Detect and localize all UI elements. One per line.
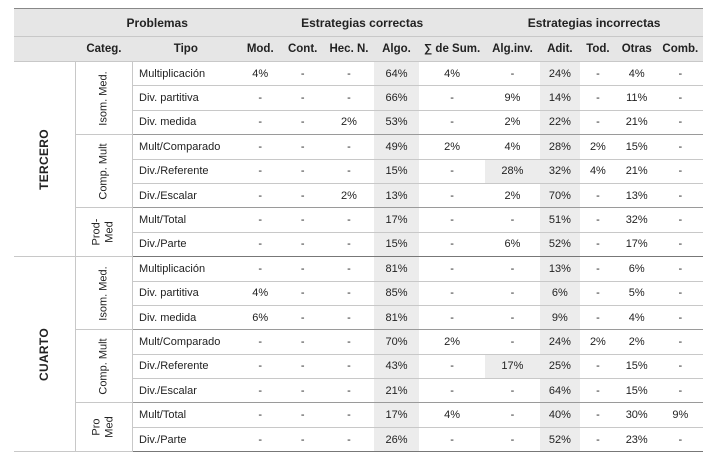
value-cell-mod: - (239, 379, 281, 403)
value-cell-sum: - (419, 208, 485, 232)
tipo-cell: Div./Parte (133, 232, 240, 256)
value-cell-tod: 4% (580, 159, 616, 183)
value-cell-adit: 52% (540, 427, 580, 451)
value-cell-cont: - (281, 354, 324, 378)
results-table (14, 8, 703, 452)
value-cell-comb: - (658, 232, 703, 256)
value-cell-algo: 15% (374, 232, 419, 256)
col-header-algo: Algo. (374, 37, 419, 62)
value-cell-alg-inv: 2% (485, 110, 540, 134)
value-cell-hec-n: - (324, 281, 374, 305)
value-cell-comb: - (658, 208, 703, 232)
value-cell-sum: - (419, 183, 485, 207)
value-cell-comb: - (658, 427, 703, 451)
value-cell-adit: 14% (540, 86, 580, 110)
tipo-cell: Div./Referente (133, 354, 240, 378)
value-cell-tod: - (580, 86, 616, 110)
value-cell-alg-inv: - (485, 403, 540, 427)
value-cell-tod: 2% (580, 135, 616, 159)
value-cell-otras: 13% (616, 183, 658, 207)
table-row (14, 62, 703, 86)
col-header-sum: ∑ de Sum. (419, 37, 485, 62)
value-cell-hec-n: - (324, 427, 374, 451)
value-cell-sum: 2% (419, 330, 485, 354)
value-cell-algo: 15% (374, 159, 419, 183)
value-cell-mod: - (239, 232, 281, 256)
value-cell-otras: 2% (616, 330, 658, 354)
value-cell-otras: 23% (616, 427, 658, 451)
value-cell-algo: 81% (374, 257, 419, 281)
value-cell-alg-inv: - (485, 62, 540, 86)
value-cell-hec-n: - (324, 135, 374, 159)
value-cell-tod: - (580, 305, 616, 329)
value-cell-algo: 43% (374, 354, 419, 378)
category-cell (75, 208, 132, 257)
tipo-cell: Div./Escalar (133, 183, 240, 207)
tipo-cell: Mult/Comparado (133, 135, 240, 159)
value-cell-adit: 52% (540, 232, 580, 256)
value-cell-otras: 4% (616, 305, 658, 329)
value-cell-mod: - (239, 403, 281, 427)
category-label-line: Comp. Mult (97, 338, 110, 395)
value-cell-adit: 6% (540, 281, 580, 305)
value-cell-comb: - (658, 135, 703, 159)
value-cell-algo: 81% (374, 305, 419, 329)
value-cell-mod: - (239, 135, 281, 159)
category-cell (75, 62, 132, 135)
value-cell-sum: - (419, 354, 485, 378)
table-body (14, 62, 703, 452)
value-cell-comb: - (658, 281, 703, 305)
value-cell-hec-n: - (324, 354, 374, 378)
value-cell-mod: - (239, 330, 281, 354)
value-cell-algo: 53% (374, 110, 419, 134)
value-cell-hec-n: - (324, 208, 374, 232)
value-cell-sum: 2% (419, 135, 485, 159)
value-cell-algo: 13% (374, 183, 419, 207)
value-cell-cont: - (281, 135, 324, 159)
value-cell-tod: - (580, 208, 616, 232)
category-label (91, 219, 117, 246)
value-cell-cont: - (281, 208, 324, 232)
col-header-tod: Tod. (580, 37, 616, 62)
value-cell-algo: 70% (374, 330, 419, 354)
value-cell-tod: - (580, 281, 616, 305)
value-cell-otras: 30% (616, 403, 658, 427)
value-cell-adit: 64% (540, 379, 580, 403)
table-row (14, 257, 703, 281)
category-label-line: Isom. Med. (97, 70, 110, 126)
value-cell-comb: - (658, 62, 703, 86)
value-cell-sum: 4% (419, 403, 485, 427)
value-cell-hec-n: - (324, 330, 374, 354)
value-cell-algo: 49% (374, 135, 419, 159)
value-cell-sum: 4% (419, 62, 485, 86)
value-cell-comb: - (658, 183, 703, 207)
value-cell-tod: - (580, 427, 616, 451)
value-cell-algo: 17% (374, 403, 419, 427)
value-cell-cont: - (281, 232, 324, 256)
value-cell-sum: - (419, 257, 485, 281)
value-cell-mod: - (239, 427, 281, 451)
col-header-alg-inv: Alg.inv. (485, 37, 540, 62)
value-cell-sum: - (419, 232, 485, 256)
category-label-line: Comp. Mult (97, 143, 110, 200)
table-row (14, 135, 703, 159)
col-header-mod: Mod. (239, 37, 281, 62)
value-cell-mod: 6% (239, 305, 281, 329)
tipo-cell: Div./Referente (133, 159, 240, 183)
value-cell-cont: - (281, 62, 324, 86)
value-cell-alg-inv: 6% (485, 232, 540, 256)
value-cell-otras: 21% (616, 159, 658, 183)
value-cell-algo: 85% (374, 281, 419, 305)
col-header-categ: Categ. (75, 37, 132, 62)
category-cell (75, 403, 132, 452)
grade-label: CUARTO (36, 327, 51, 381)
col-header-cont: Cont. (281, 37, 324, 62)
value-cell-sum: - (419, 305, 485, 329)
category-label (97, 266, 110, 320)
value-cell-mod: - (239, 110, 281, 134)
value-cell-mod: 4% (239, 281, 281, 305)
col-header-comb: Comb. (658, 37, 703, 62)
col-header-tipo: Tipo (133, 37, 240, 62)
category-label-line: Med (103, 221, 116, 243)
header-estrategias-incorrectas: Estrategias incorrectas (485, 9, 703, 37)
value-cell-otras: 6% (616, 257, 658, 281)
tipo-cell: Div. medida (133, 110, 240, 134)
header-corner (14, 9, 75, 37)
tipo-cell: Mult/Comparado (133, 330, 240, 354)
value-cell-tod: - (580, 62, 616, 86)
value-cell-alg-inv: 28% (485, 159, 540, 183)
category-label (91, 417, 117, 438)
value-cell-otras: 5% (616, 281, 658, 305)
value-cell-hec-n: - (324, 232, 374, 256)
value-cell-hec-n: - (324, 403, 374, 427)
value-cell-alg-inv: - (485, 281, 540, 305)
tipo-cell: Div./Escalar (133, 379, 240, 403)
tipo-cell: Mult/Total (133, 208, 240, 232)
category-label-line: Med (103, 416, 116, 439)
value-cell-mod: - (239, 208, 281, 232)
tipo-cell: Multiplicación (133, 62, 240, 86)
value-cell-tod: - (580, 232, 616, 256)
value-cell-mod: - (239, 86, 281, 110)
value-cell-tod: - (580, 403, 616, 427)
value-cell-algo: 64% (374, 62, 419, 86)
value-cell-algo: 66% (374, 86, 419, 110)
value-cell-alg-inv: 9% (485, 86, 540, 110)
value-cell-tod: - (580, 379, 616, 403)
value-cell-comb: - (658, 159, 703, 183)
value-cell-hec-n: 2% (324, 183, 374, 207)
value-cell-adit: 32% (540, 159, 580, 183)
table-row (14, 403, 703, 427)
value-cell-comb: 9% (658, 403, 703, 427)
table-row (14, 330, 703, 354)
col-header-hec-n: Hec. N. (324, 37, 374, 62)
value-cell-mod: - (239, 159, 281, 183)
value-cell-cont: - (281, 159, 324, 183)
value-cell-alg-inv: - (485, 257, 540, 281)
value-cell-adit: 51% (540, 208, 580, 232)
value-cell-mod: - (239, 183, 281, 207)
value-cell-alg-inv: - (485, 427, 540, 451)
value-cell-cont: - (281, 257, 324, 281)
category-cell (75, 135, 132, 208)
value-cell-adit: 13% (540, 257, 580, 281)
value-cell-cont: - (281, 281, 324, 305)
tipo-cell: Div. medida (133, 305, 240, 329)
value-cell-hec-n: - (324, 305, 374, 329)
value-cell-hec-n: - (324, 86, 374, 110)
category-cell (75, 257, 132, 330)
tipo-cell: Multiplicación (133, 257, 240, 281)
value-cell-tod: 2% (580, 330, 616, 354)
header-estrategias-correctas: Estrategias correctas (239, 9, 485, 37)
value-cell-alg-inv: - (485, 330, 540, 354)
value-cell-tod: - (580, 354, 616, 378)
value-cell-otras: 15% (616, 135, 658, 159)
value-cell-alg-inv: - (485, 208, 540, 232)
value-cell-hec-n: - (324, 62, 374, 86)
value-cell-otras: 15% (616, 379, 658, 403)
category-label (97, 338, 110, 394)
value-cell-comb: - (658, 305, 703, 329)
value-cell-algo: 26% (374, 427, 419, 451)
value-cell-adit: 40% (540, 403, 580, 427)
tipo-cell: Div. partitiva (133, 86, 240, 110)
value-cell-tod: - (580, 183, 616, 207)
value-cell-sum: - (419, 159, 485, 183)
value-cell-otras: 15% (616, 354, 658, 378)
value-cell-hec-n: - (324, 159, 374, 183)
value-cell-otras: 17% (616, 232, 658, 256)
value-cell-adit: 9% (540, 305, 580, 329)
value-cell-cont: - (281, 183, 324, 207)
value-cell-adit: 24% (540, 62, 580, 86)
grade-label-cell (14, 257, 75, 452)
value-cell-cont: - (281, 379, 324, 403)
value-cell-adit: 70% (540, 183, 580, 207)
value-cell-cont: - (281, 305, 324, 329)
value-cell-cont: - (281, 110, 324, 134)
value-cell-hec-n: - (324, 379, 374, 403)
value-cell-sum: - (419, 427, 485, 451)
category-label (97, 71, 110, 125)
col-header-adit: Adit. (540, 37, 580, 62)
grade-label-cell (14, 62, 75, 257)
value-cell-adit: 25% (540, 354, 580, 378)
value-cell-algo: 17% (374, 208, 419, 232)
value-cell-adit: 22% (540, 110, 580, 134)
value-cell-otras: 4% (616, 62, 658, 86)
value-cell-otras: 21% (616, 110, 658, 134)
value-cell-cont: - (281, 427, 324, 451)
header-problemas: Problemas (75, 9, 239, 37)
value-cell-alg-inv: 17% (485, 354, 540, 378)
category-cell (75, 330, 132, 403)
value-cell-alg-inv: 4% (485, 135, 540, 159)
category-label-line: Prod- (90, 218, 103, 246)
tipo-cell: Mult/Total (133, 403, 240, 427)
value-cell-sum: - (419, 379, 485, 403)
value-cell-sum: - (419, 110, 485, 134)
grade-label: TERCERO (36, 128, 51, 190)
category-label (97, 143, 110, 199)
value-cell-algo: 21% (374, 379, 419, 403)
tipo-cell: Div. partitiva (133, 281, 240, 305)
value-cell-tod: - (580, 257, 616, 281)
value-cell-cont: - (281, 86, 324, 110)
value-cell-comb: - (658, 330, 703, 354)
value-cell-otras: 32% (616, 208, 658, 232)
value-cell-sum: - (419, 86, 485, 110)
value-cell-adit: 28% (540, 135, 580, 159)
value-cell-comb: - (658, 354, 703, 378)
value-cell-comb: - (658, 86, 703, 110)
table-row (14, 208, 703, 232)
value-cell-cont: - (281, 403, 324, 427)
value-cell-comb: - (658, 379, 703, 403)
tipo-cell: Div./Parte (133, 427, 240, 451)
value-cell-comb: - (658, 257, 703, 281)
category-label-line: Isom. Med. (97, 266, 110, 321)
value-cell-hec-n: 2% (324, 110, 374, 134)
value-cell-otras: 11% (616, 86, 658, 110)
value-cell-sum: - (419, 281, 485, 305)
category-label-line: Pro (90, 418, 103, 436)
value-cell-tod: - (580, 110, 616, 134)
value-cell-mod: 4% (239, 62, 281, 86)
value-cell-alg-inv: - (485, 305, 540, 329)
value-cell-cont: - (281, 330, 324, 354)
value-cell-hec-n: - (324, 257, 374, 281)
value-cell-adit: 24% (540, 330, 580, 354)
header-corner-2 (14, 37, 75, 62)
value-cell-comb: - (658, 110, 703, 134)
value-cell-alg-inv: 2% (485, 183, 540, 207)
col-header-otras: Otras (616, 37, 658, 62)
value-cell-mod: - (239, 354, 281, 378)
value-cell-alg-inv: - (485, 379, 540, 403)
value-cell-mod: - (239, 257, 281, 281)
